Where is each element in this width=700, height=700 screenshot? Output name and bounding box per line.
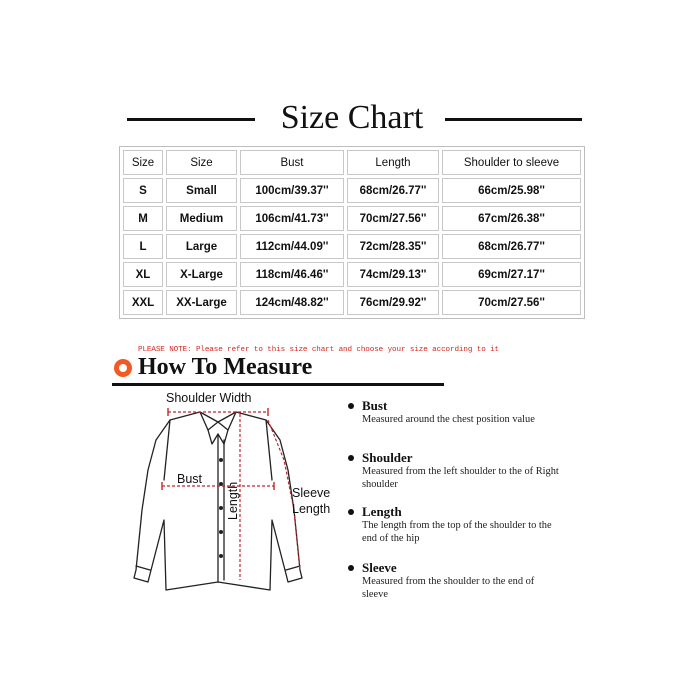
table-cell: Large bbox=[166, 234, 237, 259]
table-header-cell: Size bbox=[166, 150, 237, 175]
table-cell: M bbox=[123, 206, 163, 231]
sleeve-label-line2: Length bbox=[292, 502, 331, 516]
table-cell: X-Large bbox=[166, 262, 237, 287]
list-item bbox=[348, 398, 568, 440]
measure-heading: Bust bbox=[362, 398, 388, 413]
table-cell: 67cm/26.38'' bbox=[442, 206, 581, 231]
bullet-icon bbox=[348, 509, 354, 515]
bust-label: Bust bbox=[177, 472, 203, 486]
measure-heading: Length bbox=[362, 504, 402, 519]
shoulder-width-label: Shoulder Width bbox=[166, 391, 252, 405]
bullet-icon bbox=[348, 403, 354, 409]
table-cell: XXL bbox=[123, 290, 163, 315]
table-header-cell: Length bbox=[347, 150, 439, 175]
table-cell: 112cm/44.09'' bbox=[240, 234, 344, 259]
table-row bbox=[123, 234, 581, 259]
size-table bbox=[119, 146, 585, 319]
table-header-cell: Size bbox=[123, 150, 163, 175]
length-label: Length bbox=[226, 481, 240, 520]
sleeve-label-line1: Sleeve bbox=[292, 486, 331, 500]
bullet-icon bbox=[348, 455, 354, 461]
page-title: Size Chart bbox=[280, 99, 424, 136]
title-rule-right bbox=[445, 118, 582, 121]
table-header-cell: Shoulder to sleeve bbox=[442, 150, 581, 175]
measure-description: Measured from the left shoulder to the of Right shoulder bbox=[362, 466, 559, 490]
table-cell: 69cm/27.17'' bbox=[442, 262, 581, 287]
size-note: PLEASE NOTE: Please refer to this size chart and choose your size according to it bbox=[138, 346, 500, 354]
measure-heading: Sleeve bbox=[362, 560, 397, 575]
measure-description: Measured from the shoulder to the end of sleeve bbox=[362, 576, 535, 600]
table-cell: 70cm/27.56'' bbox=[442, 290, 581, 315]
table-cell: Small bbox=[166, 178, 237, 203]
table-cell: 68cm/26.77'' bbox=[347, 178, 439, 203]
table-cell: 66cm/25.98'' bbox=[442, 178, 581, 203]
table-cell: 106cm/41.73'' bbox=[240, 206, 344, 231]
table-row bbox=[123, 178, 581, 203]
table-cell: 70cm/27.56'' bbox=[347, 206, 439, 231]
measure-list bbox=[348, 398, 568, 610]
how-to-measure-title: How To Measure bbox=[138, 354, 313, 380]
table-row bbox=[123, 290, 581, 315]
table-cell: 100cm/39.37'' bbox=[240, 178, 344, 203]
table-row bbox=[123, 206, 581, 231]
table-cell: 72cm/28.35'' bbox=[347, 234, 439, 259]
table-cell: 68cm/26.77'' bbox=[442, 234, 581, 259]
sleeve-length-label bbox=[292, 485, 330, 517]
table-cell: XL bbox=[123, 262, 163, 287]
measure-heading: Shoulder bbox=[362, 450, 413, 465]
table-cell: Medium bbox=[166, 206, 237, 231]
table-cell: 118cm/46.46'' bbox=[240, 262, 344, 287]
target-circle-icon bbox=[114, 359, 132, 377]
how-to-measure-rule bbox=[112, 383, 444, 386]
list-item bbox=[348, 560, 568, 600]
size-chart-header bbox=[0, 96, 700, 144]
list-item bbox=[348, 450, 568, 494]
table-cell: 76cm/29.92'' bbox=[347, 290, 439, 315]
table-cell: 124cm/48.82'' bbox=[240, 290, 344, 315]
table-row bbox=[123, 262, 581, 287]
measure-description: Measured around the chest position value bbox=[362, 414, 535, 425]
title-rule-left bbox=[127, 118, 255, 121]
table-cell: 74cm/29.13'' bbox=[347, 262, 439, 287]
table-cell: XX-Large bbox=[166, 290, 237, 315]
measure-description: The length from the top of the shoulder to the end of the hip bbox=[362, 520, 552, 544]
table-cell: L bbox=[123, 234, 163, 259]
list-item bbox=[348, 504, 568, 550]
table-header-cell: Bust bbox=[240, 150, 344, 175]
bullet-icon bbox=[348, 565, 354, 571]
table-header-row bbox=[123, 150, 581, 175]
table-cell: S bbox=[123, 178, 163, 203]
